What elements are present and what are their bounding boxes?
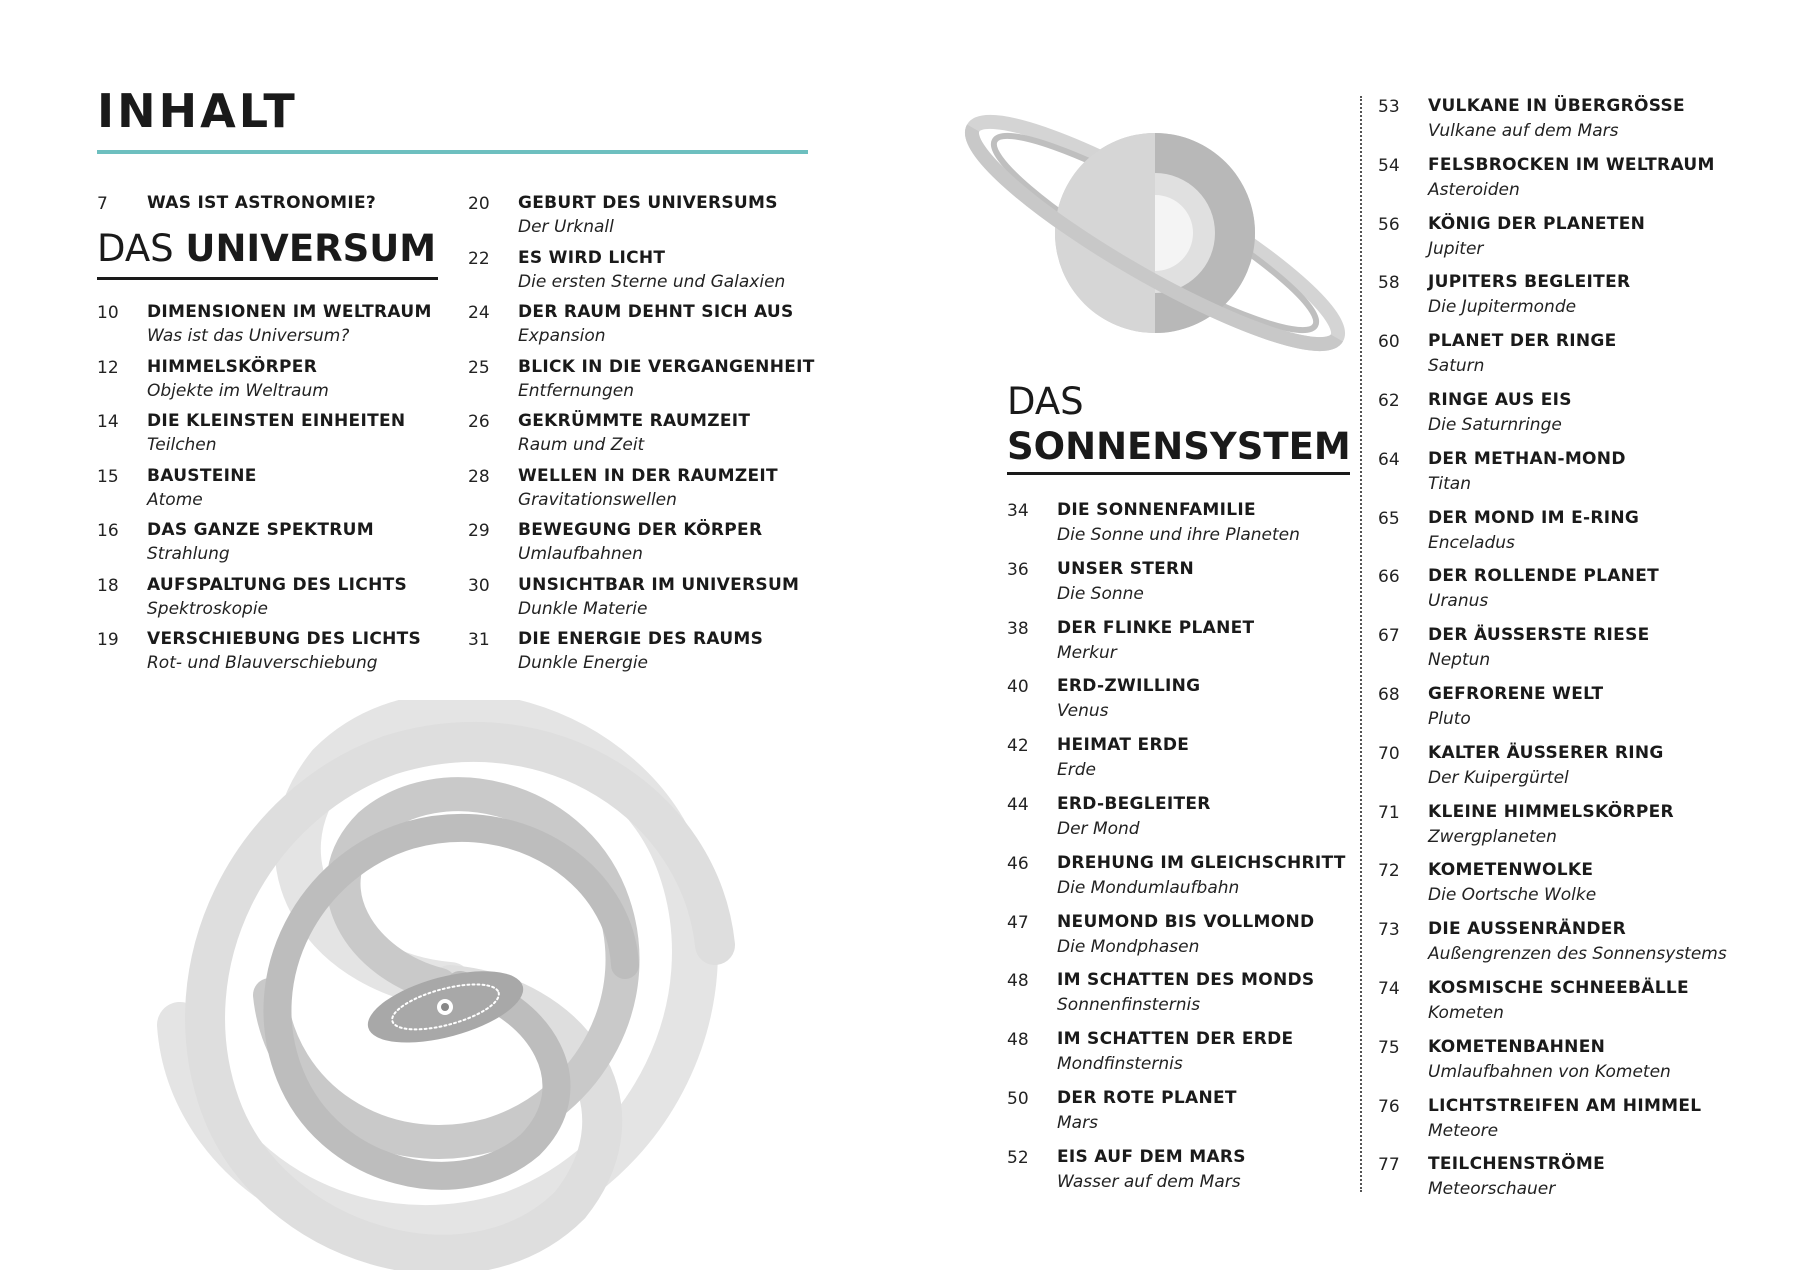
toc-entry-subtitle: Objekte im Weltraum [147, 380, 329, 401]
toc-page-number: 73 [1378, 920, 1400, 941]
toc-entry-subtitle: Venus [1057, 701, 1109, 722]
toc-entry-title: WELLEN IN DER RAUMZEIT [518, 465, 778, 486]
toc-entry-title: DER RAUM DEHNT SICH AUS [518, 302, 794, 322]
toc-page-number: 72 [1378, 861, 1400, 882]
toc-entry-title: UNSER STERN [1057, 558, 1194, 579]
toc-entry-title: GEBURT DES UNIVERSUMS [518, 193, 778, 213]
toc-page-number: 36 [1007, 559, 1029, 580]
toc-page-number: 10 [97, 303, 119, 323]
toc-page-number: 47 [1007, 912, 1029, 933]
toc-entry-subtitle: Jupiter [1428, 238, 1484, 259]
toc-entry-title: ERD-ZWILLING [1057, 676, 1201, 697]
toc-page-number: 64 [1378, 449, 1400, 470]
toc-entry-title: DIE KLEINSTEN EINHEITEN [147, 411, 406, 431]
toc-entry-title: DIMENSIONEN IM WELTRAUM [147, 302, 432, 322]
toc-entry-subtitle: Umlaufbahnen von Kometen [1428, 1061, 1671, 1082]
toc-entry-title: DER ÄUSSERSTE RIESE [1428, 625, 1650, 646]
toc-entry-subtitle: Merkur [1057, 642, 1117, 663]
toc-page-number: 74 [1378, 979, 1400, 999]
toc-page-number: 7 [97, 194, 108, 214]
toc-page-number: 60 [1378, 332, 1400, 353]
toc-page-number: 22 [468, 248, 490, 269]
toc-entry-subtitle: Gravitationswellen [518, 489, 677, 510]
toc-page-number: 19 [97, 630, 119, 650]
toc-entry-title: NEUMOND BIS VOLLMOND [1057, 911, 1315, 932]
title-divider [97, 150, 808, 154]
toc-entry-title: ERD-BEGLEITER [1057, 794, 1211, 814]
toc-entry-title: PLANET DER RINGE [1428, 331, 1617, 352]
toc-entry-title: VULKANE IN ÜBERGRÖSSE [1428, 96, 1685, 116]
toc-page-number: 34 [1007, 501, 1029, 521]
toc-page-number: 18 [97, 575, 119, 596]
toc-entry-subtitle: Dunkle Materie [518, 598, 648, 619]
toc-entry-title: KOMETENBAHNEN [1428, 1036, 1606, 1057]
toc-entry-title: DIE SONNENFAMILIE [1057, 500, 1256, 520]
toc-entry-title: DIE ENERGIE DES RAUMS [518, 629, 764, 649]
toc-page-number: 68 [1378, 685, 1400, 705]
toc-entry-subtitle: Außengrenzen des Sonnensystems [1428, 944, 1727, 965]
toc-page-number: 48 [1007, 1030, 1029, 1051]
toc-entry-title: KÖNIG DER PLANETEN [1428, 213, 1646, 234]
toc-page-number: 42 [1007, 736, 1029, 757]
toc-page-number: 75 [1378, 1037, 1400, 1058]
toc-entry-subtitle: Pluto [1428, 709, 1471, 729]
toc-entry-subtitle: Atome [147, 489, 203, 510]
toc-page-number: 56 [1378, 214, 1400, 235]
toc-entry-title: BLICK IN DIE VERGANGENHEIT [518, 356, 815, 377]
toc-entry-title: GEKRÜMMTE RAUMZEIT [518, 411, 751, 431]
toc-entry-title: IM SCHATTEN DER ERDE [1057, 1029, 1294, 1050]
toc-page-number: 50 [1007, 1089, 1029, 1109]
toc-entry-title: DER ROTE PLANET [1057, 1088, 1237, 1108]
toc-page-number: 67 [1378, 626, 1400, 647]
toc-entry-title: KOSMISCHE SCHNEEBÄLLE [1428, 978, 1689, 998]
toc-entry-subtitle: Mondfinsternis [1057, 1054, 1183, 1075]
toc-entry-title: LICHTSTREIFEN AM HIMMEL [1428, 1095, 1702, 1116]
section-divider [1007, 472, 1350, 475]
toc-page-number: 31 [468, 630, 490, 650]
toc-page-number: 26 [468, 412, 490, 432]
toc-page-number: 52 [1007, 1147, 1029, 1168]
toc-entry-subtitle: Strahlung [147, 544, 230, 564]
toc-entry-title: DER METHAN-MOND [1428, 448, 1626, 469]
toc-page-number: 20 [468, 194, 490, 214]
saturn-illustration [955, 88, 1355, 378]
toc-entry-title: IM SCHATTEN DES MONDS [1057, 970, 1315, 991]
toc-page-number: 66 [1378, 567, 1400, 588]
toc-page-number: 46 [1007, 853, 1029, 874]
toc-entry-subtitle: Rot- und Blauverschiebung [147, 653, 378, 673]
toc-entry-title: KLEINE HIMMELSKÖRPER [1428, 801, 1674, 822]
toc-page-number: 65 [1378, 508, 1400, 529]
toc-entry-subtitle: Die Sonne [1057, 583, 1144, 604]
toc-entry-title: DIE AUSSENRÄNDER [1428, 919, 1627, 940]
toc-entry-title: RINGE AUS EIS [1428, 390, 1572, 410]
toc-entry-subtitle: Der Mond [1057, 819, 1140, 839]
toc-entry-title: HIMMELSKÖRPER [147, 356, 318, 377]
toc-page-number: 70 [1378, 743, 1400, 764]
toc-page-number: 24 [468, 303, 490, 323]
section-divider [97, 277, 438, 280]
toc-entry-title: DAS GANZE SPEKTRUM [147, 520, 374, 540]
toc-entry-subtitle: Expansion [518, 326, 606, 346]
toc-entry-subtitle: Entfernungen [518, 380, 634, 401]
toc-entry-subtitle: Die ersten Sterne und Galaxien [518, 271, 786, 292]
toc-page-number: 71 [1378, 802, 1400, 823]
toc-entry-subtitle: Asteroiden [1428, 179, 1520, 200]
toc-entry-subtitle: Der Kuipergürtel [1428, 767, 1569, 788]
toc-entry-subtitle: Die Mondumlaufbahn [1057, 877, 1240, 898]
toc-entry-title: DER ROLLENDE PLANET [1428, 566, 1660, 587]
toc-entry-subtitle: Die Jupitermonde [1428, 297, 1577, 318]
toc-entry-title: KALTER ÄUSSERER RING [1428, 742, 1664, 763]
toc-entry-subtitle: Mars [1057, 1113, 1098, 1133]
toc-entry-title: DREHUNG IM GLEICHSCHRITT [1057, 852, 1346, 873]
toc-entry-title: BEWEGUNG DER KÖRPER [518, 520, 763, 540]
toc-page-number: 14 [97, 412, 119, 432]
toc-entry-title: JUPITERS BEGLEITER [1428, 272, 1631, 293]
toc-entry-subtitle: Sonnenfinsternis [1057, 995, 1201, 1016]
toc-entry-title: ES WIRD LICHT [518, 247, 666, 268]
toc-page-number: 40 [1007, 677, 1029, 698]
toc-page-number: 77 [1378, 1155, 1400, 1176]
toc-entry-subtitle: Saturn [1428, 356, 1485, 377]
toc-page-number: 38 [1007, 618, 1029, 639]
toc-entry-subtitle: Titan [1428, 473, 1471, 494]
toc-entry-subtitle: Dunkle Energie [518, 653, 649, 673]
toc-entry-subtitle: Uranus [1428, 591, 1489, 612]
toc-entry-title: EIS AUF DEM MARS [1057, 1146, 1246, 1167]
toc-entry-title: HEIMAT ERDE [1057, 735, 1190, 756]
toc-page-number: 54 [1378, 155, 1400, 176]
toc-entry-subtitle: Der Urknall [518, 217, 614, 237]
toc-entry-subtitle: Was ist das Universum? [147, 326, 350, 346]
toc-entry-subtitle: Die Sonne und ihre Planeten [1057, 525, 1300, 545]
page-title: INHALT [97, 84, 298, 138]
toc-page-number: 25 [468, 357, 490, 378]
toc-entry-title: AUFSPALTUNG DES LICHTS [147, 574, 408, 595]
toc-entry-title: GEFRORENE WELT [1428, 684, 1604, 704]
toc-entry-title: DER MOND IM E-RING [1428, 507, 1640, 528]
toc-entry-subtitle: Vulkane auf dem Mars [1428, 121, 1619, 141]
toc-entry-title: BAUSTEINE [147, 465, 257, 486]
column-divider [1360, 96, 1362, 1192]
toc-entry-subtitle: Enceladus [1428, 532, 1515, 553]
section-heading-universum: DAS UNIVERSUM [97, 227, 437, 270]
toc-page-number: 28 [468, 466, 490, 487]
toc-page-number: 58 [1378, 273, 1400, 294]
toc-entry-subtitle: Raum und Zeit [518, 435, 645, 455]
toc-entry-title: WAS IST ASTRONOMIE? [147, 193, 377, 213]
toc-entry-subtitle: Die Oortsche Wolke [1428, 885, 1597, 906]
toc-page-number: 30 [468, 575, 490, 596]
toc-entry-title: VERSCHIEBUNG DES LICHTS [147, 629, 422, 649]
toc-entry-title: FELSBROCKEN IM WELTRAUM [1428, 154, 1715, 175]
toc-page-number: 53 [1378, 97, 1400, 117]
toc-entry-subtitle: Wasser auf dem Mars [1057, 1171, 1241, 1192]
toc-entry-subtitle: Meteorschauer [1428, 1179, 1556, 1200]
toc-page-number: 15 [97, 466, 119, 487]
toc-page-number: 48 [1007, 971, 1029, 992]
toc-entry-subtitle: Die Mondphasen [1057, 936, 1200, 957]
toc-entry-subtitle: Die Saturnringe [1428, 415, 1562, 435]
toc-page-number: 29 [468, 521, 490, 541]
toc-entry-subtitle: Kometen [1428, 1003, 1504, 1023]
toc-entry-subtitle: Teilchen [147, 435, 217, 455]
toc-page-number: 62 [1378, 391, 1400, 411]
toc-entry-title: TEILCHENSTRÖME [1428, 1154, 1606, 1175]
toc-entry-subtitle: Meteore [1428, 1120, 1499, 1141]
toc-page-number: 76 [1378, 1096, 1400, 1117]
toc-entry-title: DER FLINKE PLANET [1057, 617, 1255, 638]
toc-entry-title: KOMETENWOLKE [1428, 860, 1594, 881]
section-heading-sonnensystem-line2: SONNENSYSTEM [1007, 425, 1351, 468]
toc-page-number: 16 [97, 521, 119, 541]
spiral-galaxy-illustration [150, 700, 750, 1270]
toc-entry-subtitle: Spektroskopie [147, 598, 269, 619]
toc-entry-subtitle: Erde [1057, 760, 1096, 781]
toc-page-number: 12 [97, 357, 119, 378]
toc-entry-title: UNSICHTBAR IM UNIVERSUM [518, 574, 800, 595]
section-heading-sonnensystem-line1: DAS [1007, 380, 1084, 423]
toc-entry-subtitle: Neptun [1428, 650, 1491, 671]
toc-entry-subtitle: Umlaufbahnen [518, 544, 643, 564]
toc-page-number: 44 [1007, 795, 1029, 815]
toc-entry-subtitle: Zwergplaneten [1428, 826, 1557, 847]
